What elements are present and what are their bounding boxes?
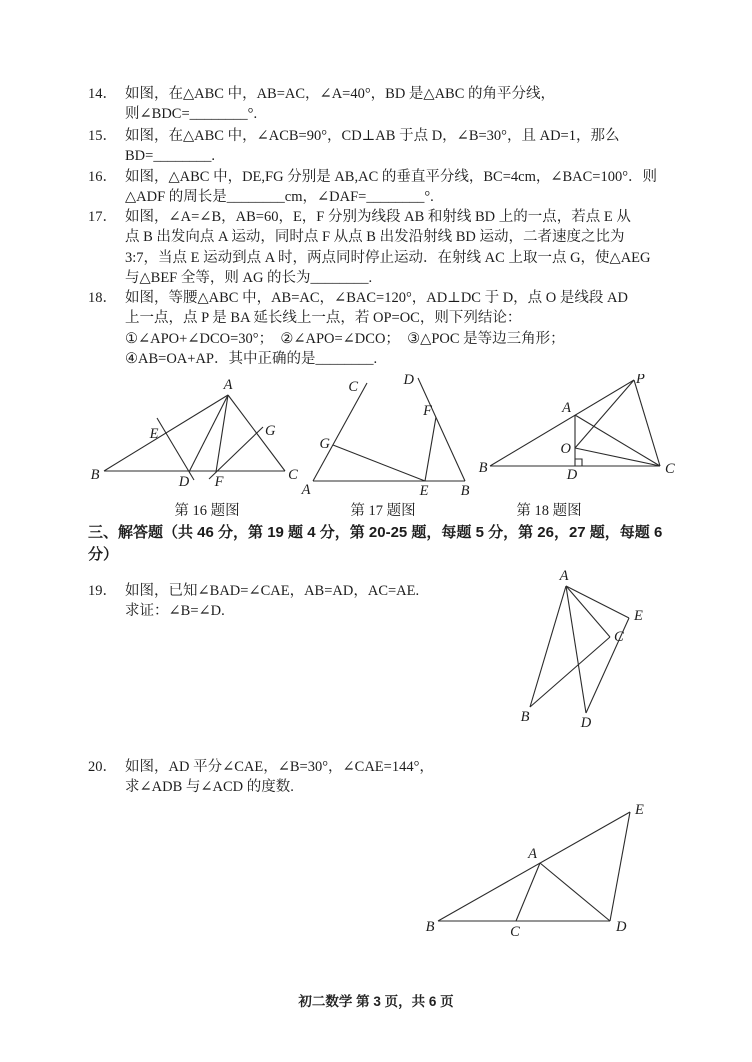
question-number: 17． xyxy=(88,209,117,225)
figure-18 xyxy=(478,374,678,494)
figure-18-caption: 第 18 题图 xyxy=(516,503,582,519)
segment-OP xyxy=(575,380,634,448)
vertex-label-E: E xyxy=(634,608,643,624)
question-19-line-2: 求证：∠B=∠D. xyxy=(125,603,225,620)
question-18-line-2: 上一点，点 P 是 BA 延长线上一点，若 OP=OC，则下列结论： xyxy=(125,310,522,327)
question-number: 15． xyxy=(88,128,117,144)
segment-DE xyxy=(610,812,630,921)
vertex-label-G: G xyxy=(319,436,330,452)
segment-AC xyxy=(516,863,540,921)
question-text: 如图，在△ABC 中，AB=AC，∠A=40°，BD 是△ABC 的角平分线， xyxy=(125,86,556,102)
vertex-label-A: A xyxy=(301,482,311,496)
vertex-label-O: O xyxy=(560,441,571,457)
vertex-label-E: E xyxy=(419,483,429,496)
question-17-line-2: 点 B 出发向点 A 运动，同时点 F 从点 B 出发沿射线 BD 运动，二者速度之比为 xyxy=(125,229,625,246)
question-text: 如图，已知∠BAD=∠CAE，AB=AD，AC=AE. xyxy=(125,583,420,599)
question-15 xyxy=(88,126,708,167)
question-18-line-3: ①∠APO+∠DCO=30°； ②∠APO=∠DCO； ③△POC 是等边三角形； xyxy=(125,330,565,347)
question-number: 20． xyxy=(88,759,117,775)
question-text: 如图，AD 平分∠CAE，∠B=30°，∠CAE=144°， xyxy=(125,759,434,775)
question-14-line-1 xyxy=(88,84,708,104)
page-footer: 初二数学 第 3 页，共 6 页 xyxy=(298,994,454,1009)
figure-17 xyxy=(298,374,478,496)
question-number: 19． xyxy=(88,583,117,599)
question-text: 如图，在△ABC 中，∠ACB=90°，CD⊥AB 于点 D，∠B=30°，且 AD=1，那么 xyxy=(125,128,620,144)
segment-BE xyxy=(438,812,630,921)
question-16-line-1 xyxy=(88,167,708,187)
vertex-label-F: F xyxy=(423,403,432,419)
question-16 xyxy=(88,167,708,208)
vertex-label-A: A xyxy=(559,568,569,584)
vertex-label-P: P xyxy=(636,374,645,387)
figure-19 xyxy=(498,567,668,742)
section-header xyxy=(88,522,708,565)
figure-16-caption: 第 16 题图 xyxy=(174,503,240,519)
segment-AD xyxy=(540,863,610,921)
vertex-label-A: A xyxy=(562,400,571,416)
question-number: 14． xyxy=(88,86,117,102)
vertex-label-C: C xyxy=(348,379,358,395)
question-15-line-1 xyxy=(88,126,708,146)
vertex-label-B: B xyxy=(425,919,435,935)
vertex-label-D: D xyxy=(178,474,190,490)
question-number: 16． xyxy=(88,169,117,185)
question-14 xyxy=(88,84,708,125)
figure-16 xyxy=(88,374,302,496)
vertex-label-C: C xyxy=(510,924,520,940)
vertex-label-B: B xyxy=(478,460,488,476)
question-14-line-2: 则∠BDC=________°. xyxy=(125,106,258,123)
vertex-label-D: D xyxy=(403,374,414,388)
question-20 xyxy=(88,757,708,798)
vertex-label-D: D xyxy=(566,467,578,483)
question-text: 如图，△ABC 中，DE,FG 分别是 AB,AC 的垂直平分线，BC=4cm，∠BAC=100°．则 xyxy=(125,169,658,185)
right-angle-mark xyxy=(575,459,582,466)
question-16-line-2: △ADF 的周长是________cm，∠DAF=________°. xyxy=(125,189,434,206)
question-number: 18． xyxy=(88,290,117,306)
vertex-label-F: F xyxy=(214,474,224,490)
vertex-label-G: G xyxy=(265,423,276,439)
question-18 xyxy=(88,288,708,370)
figure-20 xyxy=(420,798,670,956)
vertex-label-B: B xyxy=(460,483,470,496)
question-18-line-1 xyxy=(88,288,708,308)
question-17-line-1 xyxy=(88,207,708,227)
vertex-label-A: A xyxy=(223,377,233,393)
segment-OC xyxy=(575,448,660,466)
vertex-label-E: E xyxy=(149,426,159,442)
segment-EF xyxy=(425,417,436,481)
vertex-label-A: A xyxy=(528,846,537,862)
section-header-line-2: 分） xyxy=(88,545,119,563)
question-17 xyxy=(88,207,708,289)
question-15-line-2: BD=________. xyxy=(125,148,215,165)
question-18-line-4: ④AB=OA+AP．其中正确的是________. xyxy=(125,351,378,368)
segment-AB xyxy=(530,586,566,707)
vertex-label-E: E xyxy=(635,802,644,818)
ray-AC xyxy=(313,383,367,481)
vertex-label-C: C xyxy=(288,467,298,483)
segment-AE xyxy=(566,586,629,618)
vertex-label-C: C xyxy=(665,461,675,477)
vertex-label-B: B xyxy=(520,709,530,725)
question-text: 如图，∠A=∠B，AB=60，E，F 分别为线段 AB 和射线 BD 上的一点，若点 E 从 xyxy=(125,209,631,225)
segment-BC xyxy=(530,637,610,707)
segment-GE xyxy=(333,445,425,481)
question-17-line-4: 与△BEF 全等，则 AG 的长为________. xyxy=(125,270,373,287)
question-text: 如图，等腰△ABC 中，AB=AC，∠BAC=120°，AD⊥DC 于 D，点 O 是线段 AD xyxy=(125,290,628,306)
question-20-line-1 xyxy=(88,757,708,777)
question-20-line-2: 求∠ADB 与∠ACD 的度数. xyxy=(125,779,294,796)
question-17-line-3: 3:7，当点 E 运动到点 A 时，两点同时停止运动．在射线 AC 上取一点 G，使△AEG xyxy=(125,249,651,266)
figure-17-caption: 第 17 题图 xyxy=(350,503,416,519)
section-header-line-1: 三、解答题（共 46 分，第 19 题 4 分，第 20-25 题，每题 5 分，第 26，27 题，每题 6 xyxy=(88,524,663,541)
vertex-label-C: C xyxy=(614,629,624,645)
vertex-label-D: D xyxy=(580,715,592,731)
ray-BD xyxy=(418,378,465,481)
vertex-label-B: B xyxy=(90,467,100,483)
vertex-label-D: D xyxy=(616,919,627,935)
